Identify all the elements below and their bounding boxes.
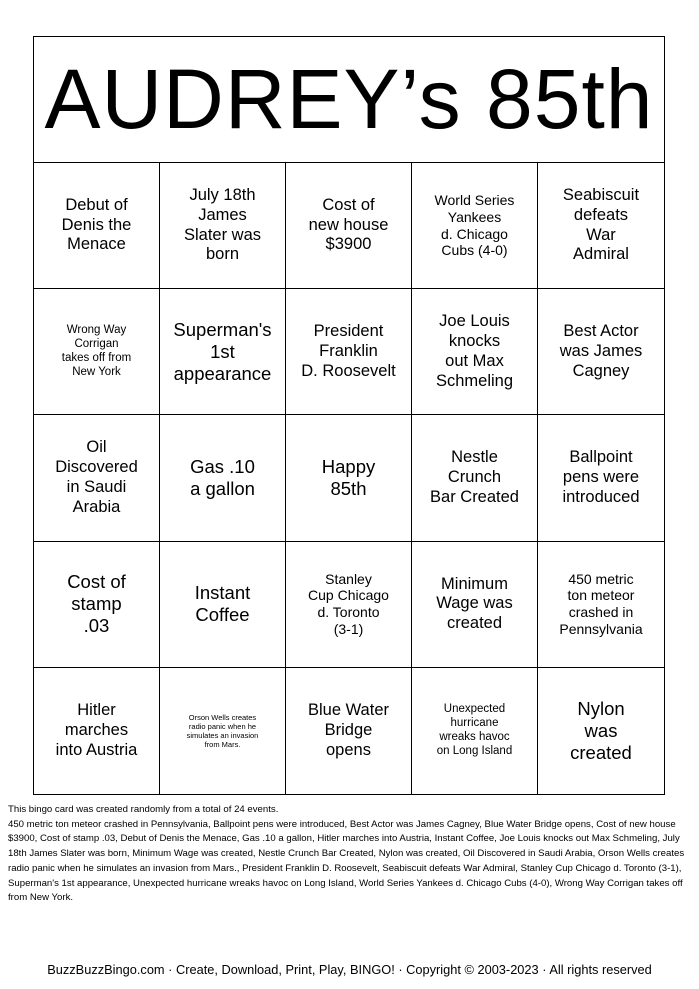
- cell-text: Happy 85th: [321, 455, 376, 499]
- bingo-cell: [160, 415, 286, 541]
- cell-text: Nylon was created: [570, 697, 632, 763]
- bingo-cell: [34, 415, 160, 541]
- bingo-cell: [34, 163, 160, 289]
- bingo-cell: [412, 668, 538, 794]
- cell-text: Stanley Cup Chicago d. Toronto (3-1): [308, 570, 389, 637]
- cell-text: Cost of stamp .03: [67, 570, 126, 637]
- bingo-cell: [160, 668, 286, 794]
- bingo-cell: [538, 542, 664, 668]
- bingo-cell: [34, 542, 160, 668]
- cell-text: Unexpected hurricane wreaks havoc on Long Island: [436, 703, 513, 757]
- card-title: AUDREY’s 85th: [34, 37, 664, 163]
- bingo-cell: [538, 415, 664, 541]
- cell-text: Superman's 1st appearance: [173, 318, 272, 384]
- bingo-grid: [34, 163, 664, 794]
- cell-text: Orson Wells creates radio panic when he simulates an invasion from Mars.: [186, 712, 259, 749]
- cell-text: Joe Louis knocks out Max Schmeling: [435, 312, 514, 390]
- bingo-cell: [286, 163, 412, 289]
- bingo-cell: [412, 542, 538, 668]
- cell-text: Minimum Wage was created: [436, 574, 513, 633]
- bingo-cell: [160, 289, 286, 415]
- cell-text: Nestle Crunch Bar Created: [430, 448, 519, 506]
- event-list: 450 metric ton meteor crashed in Pennsylvania, Ballpoint pens were introduced, Best Actor was James Cagney, Blue Water Bridge opens, Cost of new house $3900, Cost of stamp .03, Debut of Denis the Menace, Gas .10 a gallon, Hitler marches into Austria, Instant Coffee, Joe Louis knocks out Max Schmeling, July 18th James Slater was born, Minimum Wage was created, Nestle Crunch Bar Created, Nylon was created, Oil Discovered in Saudi Arabia, Orson Wells creates radio panic when he simulates an invasion from Mars., President Franklin D. Roosevelt, Seabiscuit defeats War Admiral, Stanley Cup Chicago d. Toronto (3-1), Superman's 1st appearance, Unexpected hurricane wreaks havoc on Long Island, World Series Yankees d. Chicago Cubs (4-0), Wrong Way Corrigan takes off from New York.: [8, 818, 685, 904]
- cell-text: July 18th James Slater was born: [183, 186, 262, 264]
- bingo-cell: [412, 163, 538, 289]
- cell-text: President Franklin D. Roosevelt: [301, 322, 396, 380]
- bingo-cell: [538, 289, 664, 415]
- cell-text: Oil Discovered in Saudi Arabia: [55, 438, 138, 516]
- bingo-cell: [286, 542, 412, 668]
- bingo-cell: [160, 163, 286, 289]
- cell-text: Blue Water Bridge opens: [307, 701, 389, 759]
- cell-text: Ballpoint pens were introduced: [562, 448, 640, 506]
- site-copyright-line: BuzzBuzzBingo.com · Create, Download, Print, Play, BINGO! · Copyright © 2003-2023 · All rights reserved: [47, 962, 652, 977]
- bingo-cell: [286, 668, 412, 794]
- card-footer-notes: [8, 803, 694, 906]
- bingo-cell: [160, 542, 286, 668]
- cell-text: Best Actor was James Cagney: [559, 322, 643, 380]
- cell-text: Seabiscuit defeats War Admiral: [562, 186, 640, 264]
- bingo-cell: [34, 289, 160, 415]
- cell-text: Wrong Way Corrigan takes off from New York: [61, 324, 132, 378]
- cell-text: Hitler marches into Austria: [55, 701, 138, 759]
- cell-text: Instant Coffee: [194, 582, 251, 626]
- created-note: This bingo card was created randomly from a total of 24 events.: [8, 804, 279, 815]
- bingo-cell: [538, 668, 664, 794]
- bingo-cell: [538, 163, 664, 289]
- bingo-card: [33, 36, 665, 795]
- bingo-cell: [412, 415, 538, 541]
- bingo-cell: [34, 668, 160, 794]
- cell-text: 450 metric ton meteor crashed in Pennsylvania: [559, 570, 643, 637]
- cell-text: World Series Yankees d. Chicago Cubs (4-0): [434, 192, 515, 259]
- free-space-cell: [286, 415, 412, 541]
- bingo-cell: [412, 289, 538, 415]
- cell-text: Debut of Denis the Menace: [61, 195, 132, 254]
- bingo-cell: [286, 289, 412, 415]
- cell-text: Gas .10 a gallon: [190, 455, 255, 499]
- cell-text: Cost of new house $3900: [308, 195, 389, 254]
